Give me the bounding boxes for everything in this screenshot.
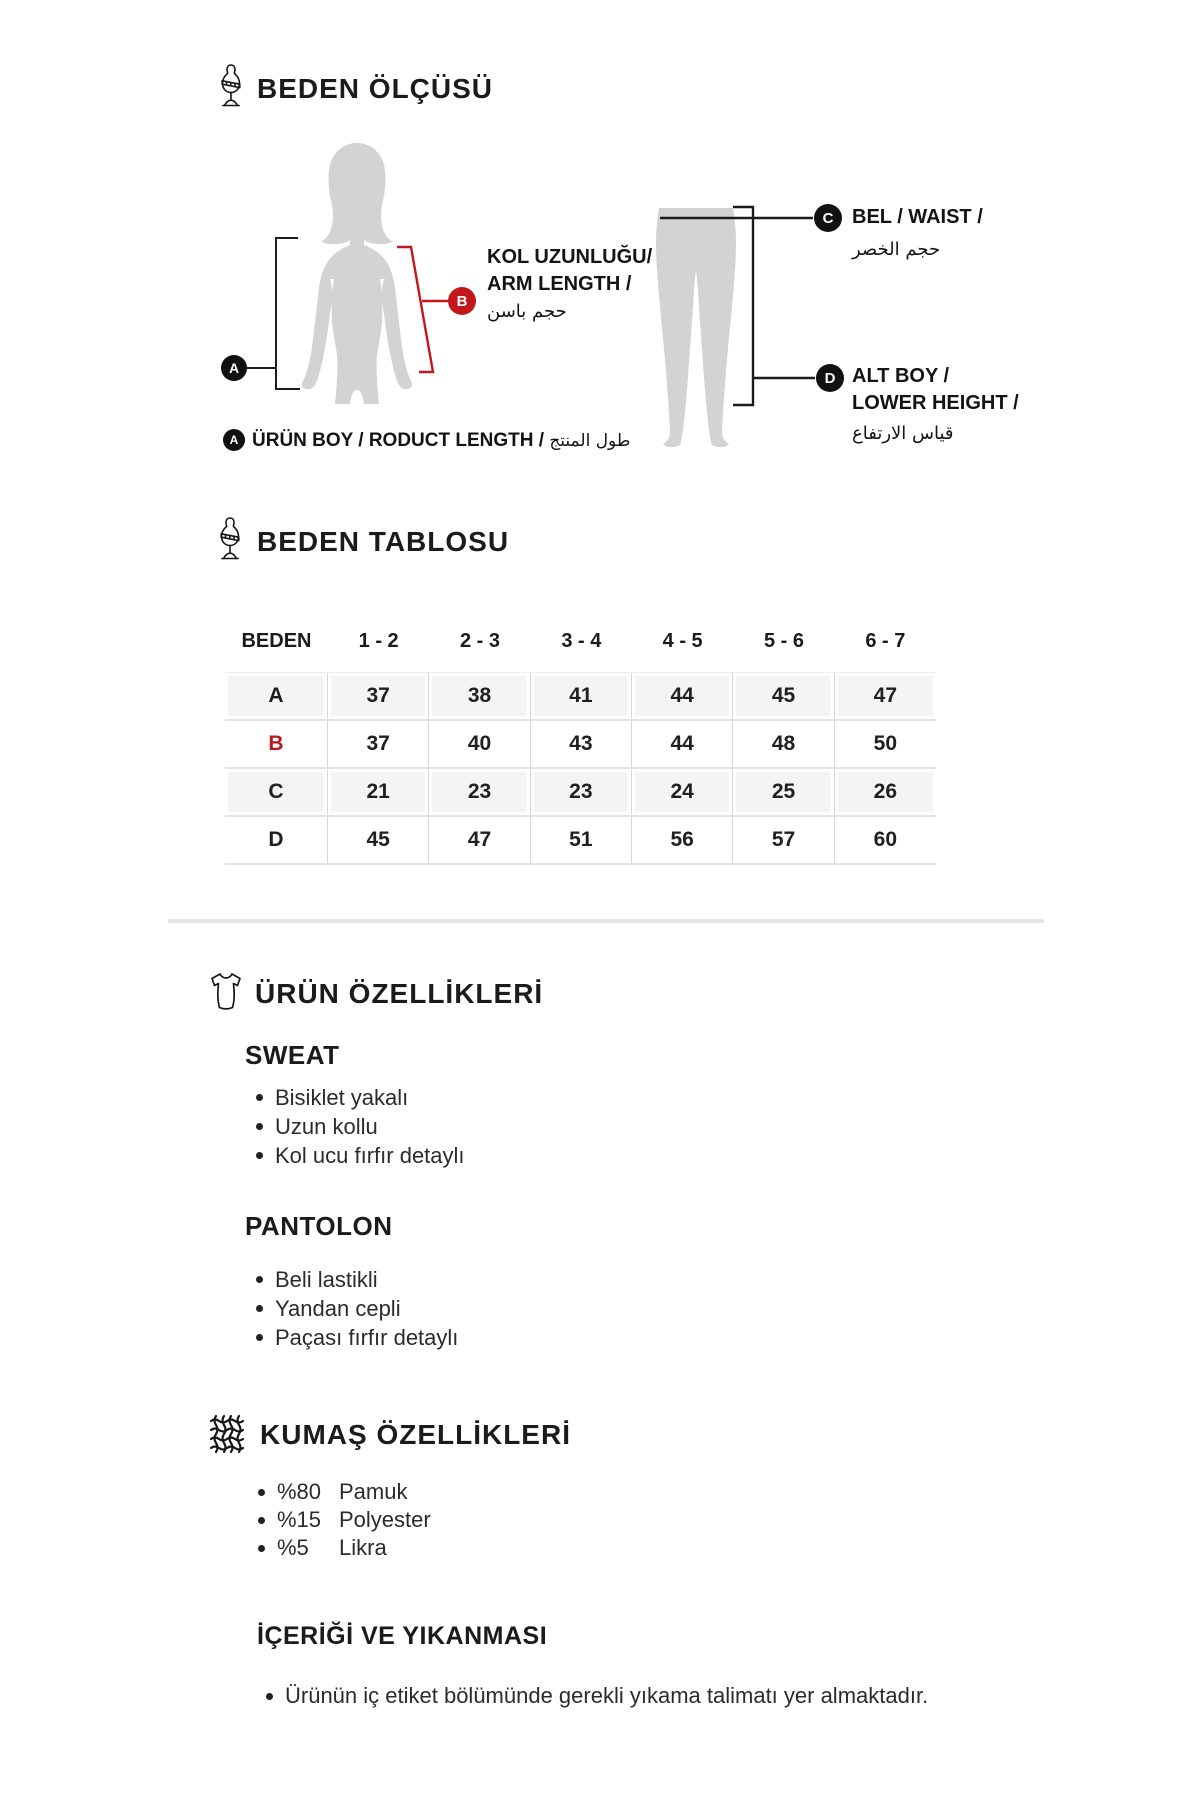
- table-cell: 56: [632, 817, 733, 863]
- list-item: [256, 1083, 465, 1112]
- size-table: [225, 672, 936, 865]
- fabric-list: [258, 1478, 431, 1562]
- table-cell: 37: [328, 673, 429, 719]
- bullet-dot: [256, 1334, 263, 1341]
- row-label: B: [225, 721, 328, 767]
- col-header: 4 - 5: [662, 629, 703, 652]
- table-cell: 40: [429, 721, 530, 767]
- row-label: D: [225, 817, 328, 863]
- d-label: [852, 363, 1019, 447]
- table-row: [225, 719, 936, 767]
- sweat-feature-list: [256, 1083, 465, 1170]
- list-item: [256, 1112, 465, 1141]
- table-cell: 60: [835, 817, 936, 863]
- b-label: [487, 244, 652, 325]
- list-item: [258, 1506, 431, 1534]
- c-label-arabic: حجم الخصر: [852, 239, 941, 260]
- table-cell: 41: [531, 673, 632, 719]
- mannequin-icon: [218, 64, 244, 110]
- bullet-dot: [258, 1545, 265, 1552]
- girl-silhouette: [302, 143, 412, 404]
- table-row: [225, 815, 936, 863]
- row-label: C: [225, 769, 328, 815]
- pants-silhouette: [656, 208, 736, 447]
- d-label-arabic: قياس الارتفاع: [852, 423, 954, 444]
- fabric-name: Pamuk: [339, 1479, 408, 1504]
- bullet-dot: [256, 1276, 263, 1283]
- c-label: [852, 204, 983, 263]
- table-cell: 24: [632, 769, 733, 815]
- b-bracket: [397, 247, 449, 372]
- fabric-percent: %5: [277, 1535, 309, 1560]
- list-item: [266, 1682, 966, 1710]
- table-cell: 44: [632, 721, 733, 767]
- fabric-weave-icon: [209, 1414, 245, 1454]
- bullet-dot: [266, 1693, 273, 1700]
- table-cell: 50: [835, 721, 936, 767]
- list-item: [256, 1323, 458, 1352]
- bullet-dot: [256, 1123, 263, 1130]
- feature-text: Beli lastikli: [275, 1267, 378, 1292]
- b-label-line2: ARM LENGTH /: [487, 273, 632, 295]
- bullet-dot: [256, 1094, 263, 1101]
- table-cell: 45: [328, 817, 429, 863]
- table-cell: 37: [328, 721, 429, 767]
- d-label-line1: ALT BOY /: [852, 365, 950, 387]
- table-cell: 25: [733, 769, 834, 815]
- bullet-dot: [258, 1517, 265, 1524]
- table-cell: 51: [531, 817, 632, 863]
- fabric-percent: %15: [277, 1507, 322, 1532]
- table-cell: 38: [429, 673, 530, 719]
- col-header: BEDEN: [241, 629, 312, 652]
- table-cell: 45: [733, 673, 834, 719]
- row-label: A: [225, 673, 328, 719]
- table-cell: 44: [632, 673, 733, 719]
- a-caption-arabic: طول المنتج: [549, 431, 631, 451]
- fabric-percent: %80: [277, 1479, 322, 1504]
- table-cell: 48: [733, 721, 834, 767]
- d-label-line2: LOWER HEIGHT /: [852, 392, 1019, 414]
- col-header: 5 - 6: [763, 629, 804, 652]
- col-header: 2 - 3: [459, 629, 500, 652]
- care-text: Ürünün iç etiket bölümünde gerekli yıkama talimatı yer almaktadır.: [285, 1683, 929, 1708]
- fabric-name: Polyester: [339, 1507, 431, 1532]
- badge-c: C: [814, 204, 842, 232]
- list-item: [258, 1534, 431, 1562]
- table-cell: 21: [328, 769, 429, 815]
- table-cell: 47: [429, 817, 530, 863]
- table-cell: 47: [835, 673, 936, 719]
- group-name-sweat: SWEAT: [245, 1040, 340, 1070]
- badge-a: A: [221, 355, 247, 381]
- list-item: [256, 1141, 465, 1170]
- bullet-dot: [256, 1152, 263, 1159]
- list-item: [258, 1478, 431, 1506]
- feature-text: Paçası fırfır detaylı: [275, 1325, 459, 1350]
- feature-text: Yandan cepli: [275, 1296, 401, 1321]
- fabric-title: KUMAŞ ÖZELLİKLERİ: [260, 1419, 571, 1450]
- a-bracket: [246, 238, 300, 389]
- care-title: İÇERİĞİ VE YIKANMASI: [257, 1622, 548, 1650]
- caption-badge-a: A: [223, 429, 245, 451]
- feature-text: Uzun kollu: [275, 1114, 378, 1139]
- fabric-name: Likra: [339, 1535, 387, 1560]
- size-measure-title: BEDEN ÖLÇÜSÜ: [257, 73, 494, 104]
- b-label-line1: KOL UZUNLUĞU/: [487, 246, 653, 268]
- size-table-title: BEDEN TABLOSU: [257, 526, 510, 557]
- list-item: [256, 1294, 458, 1323]
- feature-text: Kol ucu fırfır detaylı: [275, 1143, 465, 1168]
- table-cell: 26: [835, 769, 936, 815]
- table-cell: 57: [733, 817, 834, 863]
- pantolon-feature-list: [256, 1265, 458, 1352]
- table-row: [225, 767, 936, 815]
- pants-bracket: [733, 207, 753, 405]
- badge-d: D: [816, 364, 844, 392]
- size-table-header: [225, 624, 936, 658]
- table-cell: 23: [429, 769, 530, 815]
- mannequin-icon: [217, 517, 243, 563]
- tshirt-icon: [209, 972, 243, 1010]
- col-header: 6 - 7: [865, 629, 906, 652]
- bullet-dot: [258, 1489, 265, 1496]
- care-list: [266, 1682, 966, 1710]
- bullet-dot: [256, 1305, 263, 1312]
- table-row: [225, 673, 936, 719]
- feature-text: Bisiklet yakalı: [275, 1085, 409, 1110]
- col-header: 3 - 4: [561, 629, 602, 652]
- table-cell: 43: [531, 721, 632, 767]
- a-caption: [252, 429, 630, 453]
- group-name-pantolon: PANTOLON: [245, 1211, 393, 1241]
- c-label-line1: BEL / WAIST /: [852, 206, 983, 228]
- b-label-arabic: حجم باسن: [487, 301, 567, 322]
- product-features-title: ÜRÜN ÖZELLİKLERİ: [255, 978, 544, 1009]
- table-cell: 23: [531, 769, 632, 815]
- section-divider: [168, 919, 1044, 923]
- col-header: 1 - 2: [358, 629, 399, 652]
- measurement-diagram: [150, 125, 1050, 465]
- badge-b: B: [448, 287, 476, 315]
- a-caption-text: ÜRÜN BOY / RODUCT LENGTH /: [252, 430, 545, 451]
- list-item: [256, 1265, 458, 1294]
